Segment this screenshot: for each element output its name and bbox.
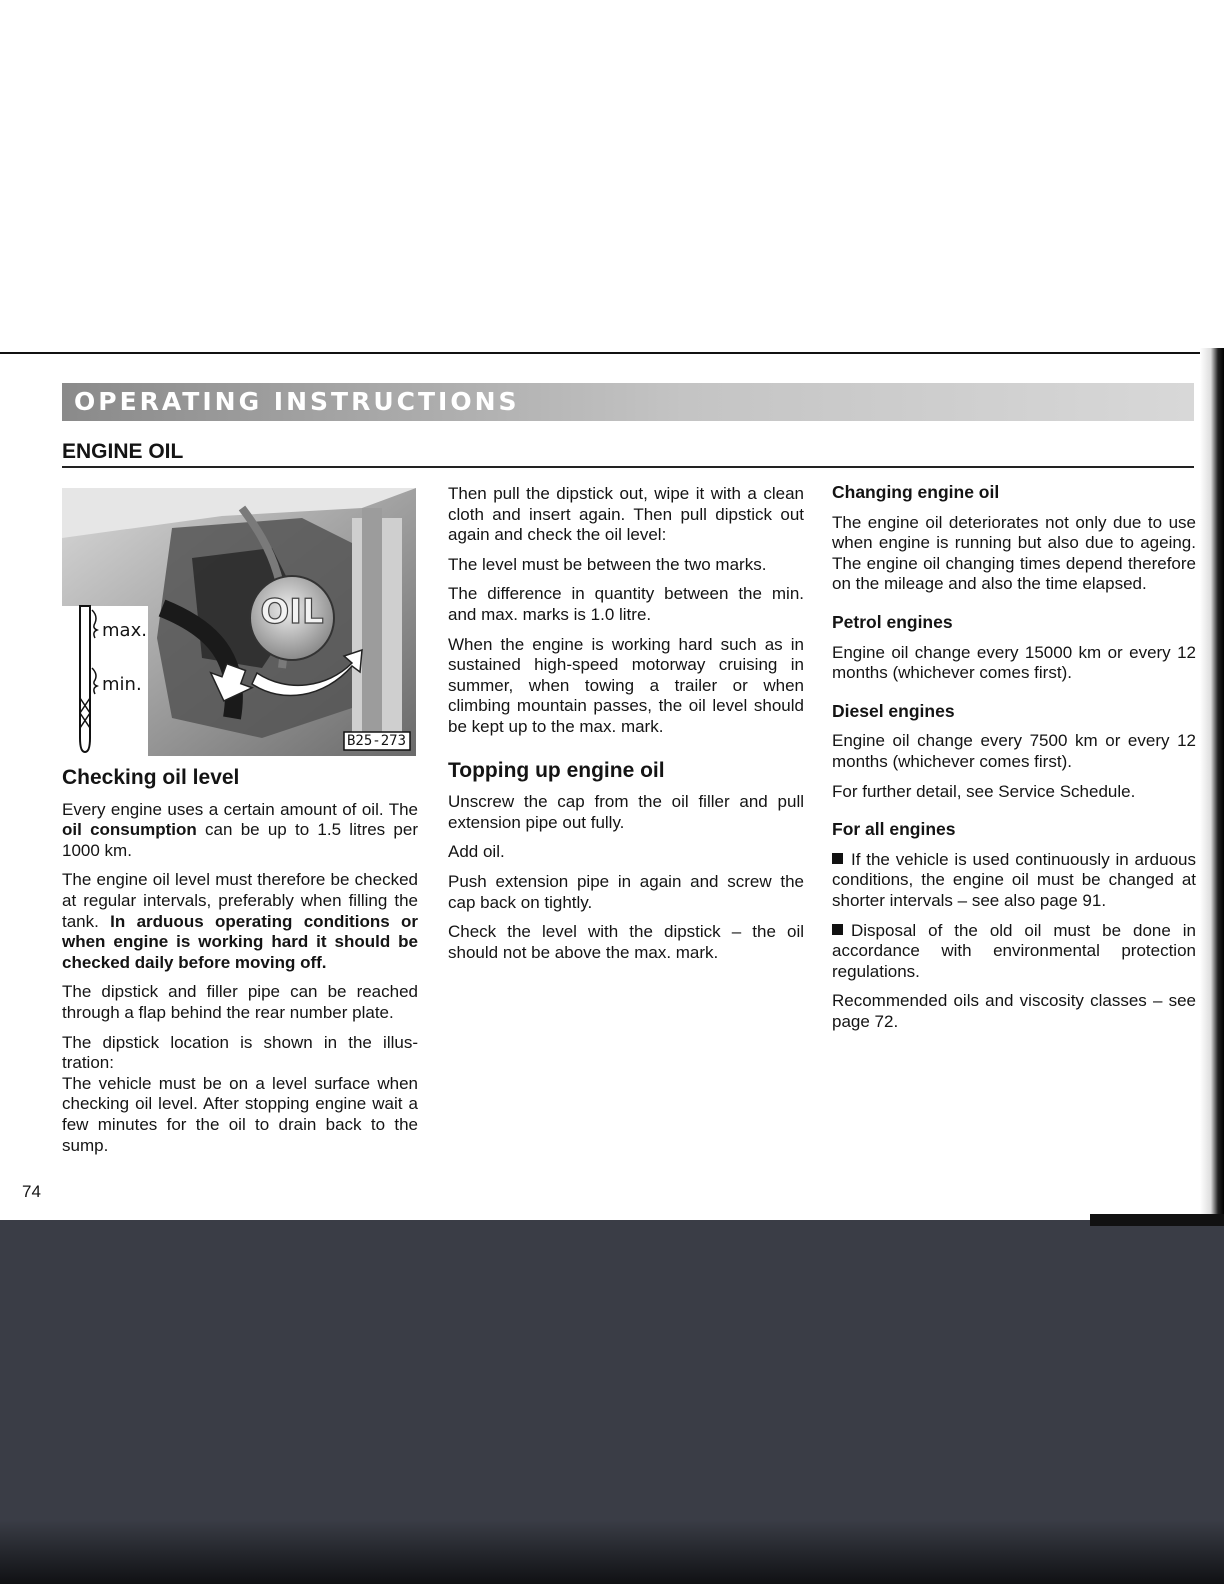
paragraph-dipstick-location: The dipstick location is shown in the illustration: <box>62 1032 418 1073</box>
column-right <box>832 482 1196 1041</box>
heading-topping-up: Topping up engine oil <box>448 758 665 782</box>
column-left <box>62 768 418 1165</box>
figure-code: B25-273 <box>347 733 407 749</box>
paragraph-between-marks: The level must be between the two marks. <box>448 554 767 574</box>
column-middle <box>448 484 804 972</box>
paragraph-check-level: Check the level with the dipstick – the oil should not be above the max. mark. <box>448 922 804 962</box>
paragraph-add-oil: Add oil. <box>448 842 505 862</box>
paragraph-oil-deteriorates: The engine oil deteriorates not only due to use when engine is running but also due to ageing. The engine oil changing times depend therefore on the mileage and also the time elapsed. <box>832 512 1196 594</box>
paragraph-push-pipe: Push extension pipe in again and screw the cap back on tightly. <box>448 871 804 912</box>
banner-title: OPERATING INSTRUCTIONS <box>74 387 520 416</box>
paragraph-petrol-interval: Engine oil change every 15000 km or every 12 months (whichever comes first). <box>832 642 1196 683</box>
paragraph-unscrew-cap: Unscrew the cap from the oil filler and pull extension pipe out fully. <box>448 792 804 832</box>
page-corner-shadow <box>1090 1214 1224 1226</box>
dipstick-illustration <box>62 488 422 764</box>
heading-all-engines: For all engines <box>832 819 956 840</box>
paragraph-level-surface: The vehicle must be on a level surface when checking oil level. After stopping engine wait a few minutes for the oil to drain back to the sump. <box>62 1073 418 1155</box>
page-top-edge <box>0 352 1200 354</box>
paragraph-service-schedule: For further detail, see Service Schedule. <box>832 781 1136 801</box>
bullet-oil-disposal: Disposal of the old oil must be done in accordance with environmental protection regulations. <box>832 920 1196 981</box>
paragraph-oil-consumption: Every engine uses a certain amount of oil. The oil consumption can be up to 1.5 litres per 1000 km. <box>62 799 418 860</box>
scan-background-shadow <box>0 1520 1224 1584</box>
paragraph-working-hard: When the engine is working hard such as in sustained high-speed motorway cruising in summer, when towing a trailer or when climbing mountain passes, the oil level should be kept up to the max. mark. <box>448 634 804 736</box>
section-banner <box>62 383 1194 421</box>
bullet-icon <box>832 853 843 864</box>
paragraph-diesel-interval: Engine oil change every 7500 km or every 12 months (whichever comes first). <box>832 731 1196 771</box>
dipstick <box>80 606 90 752</box>
bullet-arduous-conditions: If the vehicle is used continuously in arduous conditions, the engine oil must be changed at shorter intervals – see also page 91. <box>832 849 1196 910</box>
heading-diesel-engines: Diesel engines <box>832 700 955 721</box>
page-spine-shadow <box>1200 348 1224 1228</box>
max-mark-label: max. <box>102 620 147 641</box>
oil-cap-label: OIL <box>260 592 324 632</box>
paragraph-pull-dipstick: Then pull the dipstick out, wipe it with a clean cloth and insert again. Then pull dipstick out again and check the oil level: <box>448 484 804 545</box>
min-mark-label: min. <box>102 674 142 695</box>
heading-petrol-engines: Petrol engines <box>832 611 953 632</box>
paragraph-recommended-oils: Recommended oils and viscosity classes – see page 72. <box>832 991 1196 1031</box>
paragraph-dipstick-access: The dipstick and filler pipe can be reached through a flap behind the rear number plate. <box>62 982 418 1022</box>
paragraph-quantity-difference: The difference in quantity between the min. and max. marks is 1.0 litre. <box>448 584 804 624</box>
page-number: 74 <box>22 1182 41 1201</box>
page-title: ENGINE OIL <box>62 440 184 463</box>
heading-checking-oil-level: Checking oil level <box>62 766 240 789</box>
paragraph-check-intervals: The engine oil level must therefore be checked at regular intervals, preferably when filling the tank. In arduous operating conditions or when engine is working hard it should be checked daily before moving off. <box>62 870 418 972</box>
bullet-icon <box>832 924 843 935</box>
title-divider <box>62 466 1194 468</box>
heading-changing-engine-oil: Changing engine oil <box>832 482 1000 502</box>
